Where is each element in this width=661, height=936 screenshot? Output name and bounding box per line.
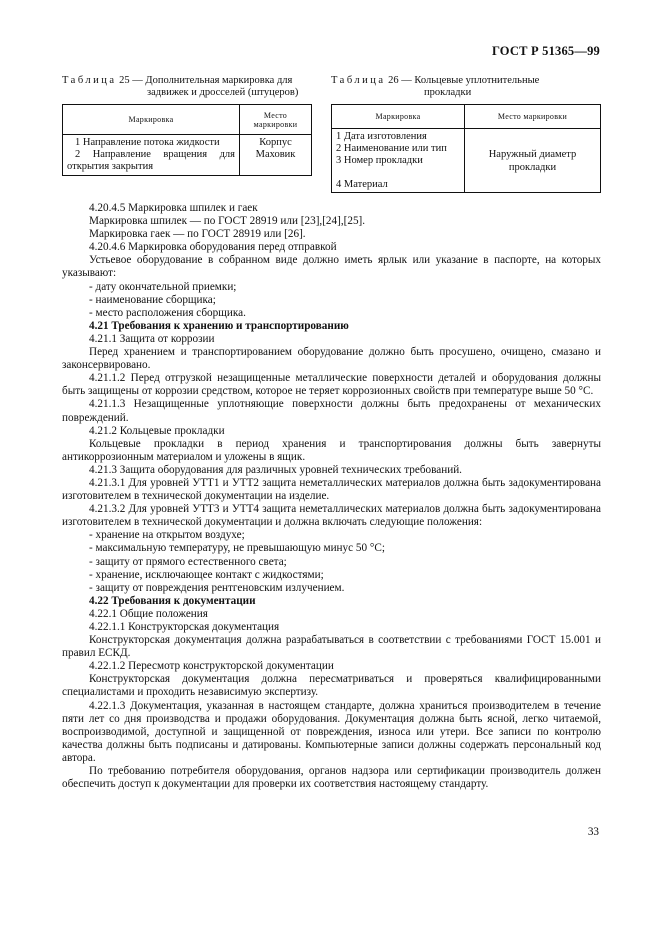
paragraph: Перед хранением и транспортированием оборудование должно быть просушено, очищено, смазано и законсервировано.	[62, 346, 601, 372]
table-26-header-marking: Маркировка	[332, 105, 465, 129]
table-26	[331, 104, 601, 193]
list-item: - защиту от прямого естественного света;	[89, 555, 287, 568]
paragraph: Кольцевые прокладки в период хранения и транспортирования должны быть завернуты антикоррозионным материалом и уложены в ящик.	[62, 437, 601, 463]
table-26-caption-line2: прокладки	[424, 87, 472, 98]
body-text	[62, 202, 601, 791]
table-25-row-2-marking: 2 Направление вращения для открытия закрытия	[67, 149, 235, 172]
paragraph: 4.21.2 Кольцевые прокладки	[89, 424, 225, 437]
paragraph: Маркировка гаек — по ГОСТ 28919 или [26].	[89, 228, 306, 241]
table-25-row-1-marking: 1 Направление потока жидкости	[75, 137, 220, 148]
table-25-caption-rest: 25 — Дополнительная маркировка для	[116, 75, 293, 86]
table-26-place-cell: Наружный диаметр прокладки	[465, 129, 601, 193]
paragraph: Конструкторская документация должна пересматриваться и проверяться квалифицированными специалистами и проходить независимую экспертизу.	[62, 673, 601, 699]
table-26-items-cell	[332, 129, 465, 193]
table-26-caption-word: Таблица	[331, 75, 386, 86]
table-26-item-4: 4 Материал	[336, 179, 388, 190]
paragraph: 4.20.4.6 Маркировка оборудования перед отправкой	[89, 241, 337, 254]
paragraph: По требованию потребителя оборудования, органов надзора или сертификации производитель должен обеспечить доступ к документации для проверки их соответствия настоящему стандарту.	[62, 765, 601, 791]
paragraph: Конструкторская документация должна разрабатываться в соответствии с требованиями ГОСТ 15.001 и правил ЕСКД.	[62, 634, 601, 660]
table-25-header-place-line1: Место	[263, 110, 288, 120]
table-25-row-1-place: Корпус	[259, 137, 292, 148]
table-25-row-2-place: Маховик	[255, 149, 296, 160]
paragraph: 4.21.1 Защита от коррозии	[89, 332, 215, 345]
paragraph: 4.21.3.2 Для уровней УТТ3 и УТТ4 защита неметаллических материалов должна быть задокументирована изготовителем в технической документации и должна включать следующие положения:	[62, 503, 601, 529]
paragraph: Устьевое оборудование в собранном виде должно иметь ярлык или указание в паспорте, на которых указывают:	[62, 254, 601, 280]
table-25-caption-line2: задвижек и дросселей (штуцеров)	[147, 87, 299, 98]
paragraph: 4.22.1.3 Документация, указанная в настоящем стандарте, должна храниться производителем в течение пяти лет со дня производства и продажи оборудования. Документация должна быть ясной, легко читаемой, воспроизводимой, доступной и защищенной от повреждения, износа или утери. Все записи по контролю качества должны быть подписаны и датированы. Компьютерные записи должны содержать персональный код автора.	[62, 699, 601, 764]
list-item: - хранение, исключающее контакт с жидкостями;	[89, 568, 324, 581]
table-26-caption-rest: 26 — Кольцевые уплотнительные	[385, 75, 540, 86]
list-item: - дату окончательной приемки;	[89, 280, 237, 293]
table-25-header-marking: Маркировка	[63, 105, 240, 135]
paragraph: 4.21.3 Защита оборудования для различных уровней технических требований.	[89, 463, 462, 476]
paragraph: 4.21.1.2 Перед отгрузкой незащищенные металлические поверхности деталей и оборудования должны быть защищены от коррозии средством, которое не теряет коррозионных свойств при температуре выше 50 °С.	[62, 372, 601, 398]
document-header: ГОСТ Р 51365—99	[491, 44, 600, 58]
table-25-header-place	[240, 105, 312, 135]
paragraph: 4.21.1.3 Незащищенные уплотняющие поверхности должны быть предохранены от механических повреждений.	[62, 398, 601, 424]
table-26-item-2: 2 Наименование или тип	[336, 143, 447, 154]
paragraph: 4.22.1 Общие положения	[89, 607, 208, 620]
paragraph: 4.20.4.5 Маркировка шпилек и гаек	[89, 202, 258, 214]
table-26-caption	[331, 75, 601, 99]
table-25-places-cell	[240, 135, 312, 176]
table-26-item-1: 1 Дата изготовления	[336, 131, 427, 142]
list-item: - место расположения сборщика.	[89, 306, 246, 319]
table-25-markings-cell	[63, 135, 240, 176]
table-26-item-3: 3 Номер прокладки	[336, 155, 423, 166]
paragraph: 4.22.1.1 Конструкторская документация	[89, 621, 280, 633]
section-heading: 4.21 Требования к хранению и транспортированию	[89, 319, 349, 332]
list-item: - максимальную температуру, не превышающую минус 50 °С;	[89, 542, 385, 555]
page-number: 33	[587, 826, 599, 838]
section-heading: 4.22 Требования к документации	[89, 594, 256, 607]
list-item: - хранение на открытом воздухе;	[89, 529, 245, 542]
table-25-caption-word: Таблица	[62, 75, 117, 86]
table-25	[62, 104, 312, 176]
table-25-header-place-line2: маркировки	[253, 119, 298, 129]
paragraph: 4.21.3.1 Для уровней УТТ1 и УТТ2 защита неметаллических материалов должна быть задокументирована изготовителем в технической документации на изделие.	[62, 476, 601, 503]
paragraph: 4.22.1.2 Пересмотр конструкторской документации	[89, 660, 334, 673]
table-26-header-place: Место маркировки	[465, 105, 601, 129]
paragraph: Маркировка шпилек — по ГОСТ 28919 или [23],[24],[25].	[89, 215, 366, 228]
list-item: - наименование сборщика;	[89, 293, 216, 306]
table-25-caption	[62, 75, 312, 99]
list-item: - защиту от повреждения рентгеновским излучением.	[89, 581, 345, 594]
